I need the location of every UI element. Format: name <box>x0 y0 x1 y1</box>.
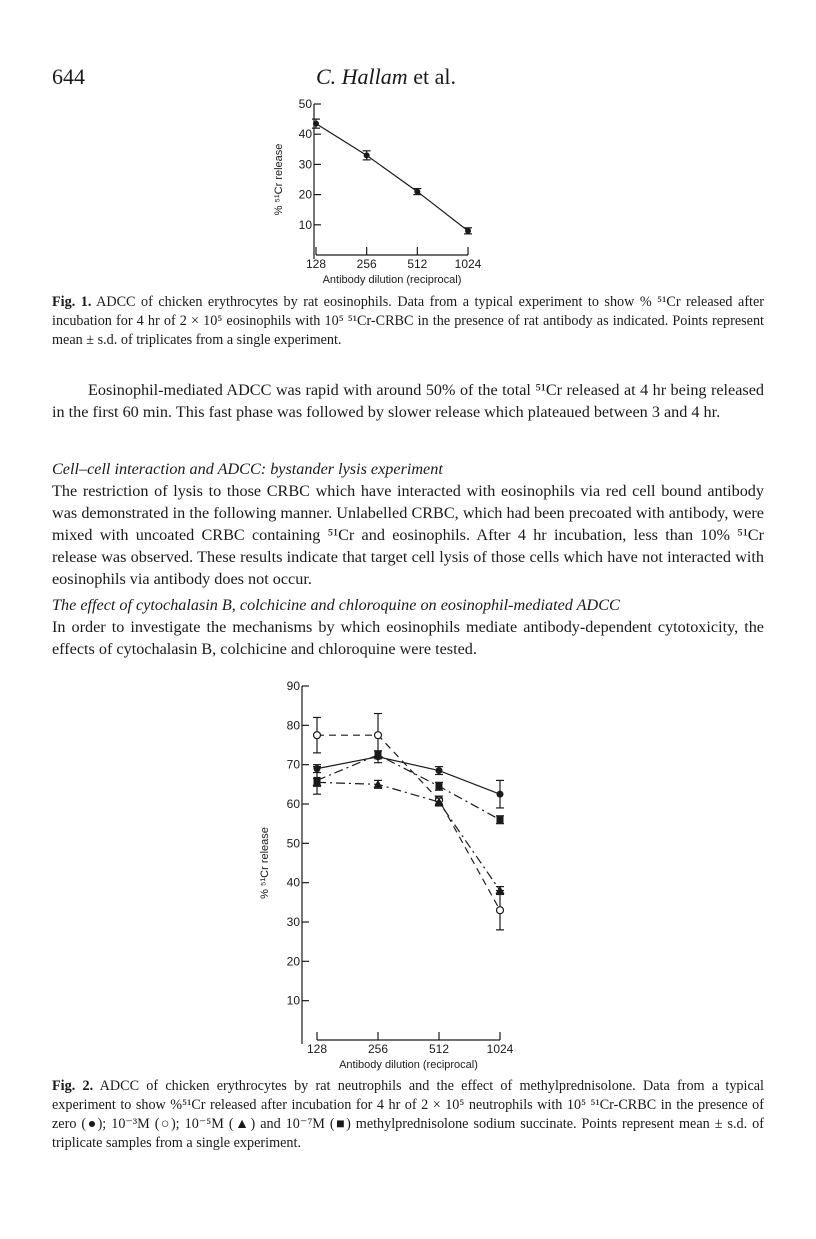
figure-2-caption-text: ADCC of chicken erythrocytes by rat neutrophils and the effect of methylprednisolone. Data from a typical experiment to show %⁵¹Cr released after incubation for 4 hr of 2 × 10⁵ neutrophils with 10⁵ ⁵¹Cr-CRBC in the presence of zero (●); 10⁻³M (○); 10⁻⁵M (▲) and 10⁻⁷M (■) methylprednisolone sodium succinate. Points represent mean ± s.d. of triplicate samples from a single experiment. <box>52 1078 764 1151</box>
series-3-line <box>317 782 500 890</box>
paragraph-eosinophil-adcc <box>52 379 764 423</box>
series-1-point <box>313 121 319 127</box>
figure-1-caption <box>52 293 764 350</box>
paragraph-1-text: Eosinophil-mediated ADCC was rapid with around 50% of the total ⁵¹Cr released at 4 hr being released in the first 60 min. This fast phase was followed by slower release which plateaued between 3 and 4 hr. <box>52 381 764 421</box>
x-tick-label: 128 <box>305 257 327 271</box>
figure-2-chart <box>240 672 530 1078</box>
series-1-line <box>317 757 500 794</box>
x-axis-label: Antibody dilution (reciprocal) <box>339 1059 478 1071</box>
y-tick-label: 50 <box>286 836 300 851</box>
page-number: 644 <box>52 64 85 89</box>
y-tick-label: 70 <box>286 757 300 772</box>
y-tick-label: 40 <box>298 127 312 142</box>
figure-1-svg <box>260 92 520 292</box>
series-1-point <box>497 791 504 798</box>
y-tick-label: 30 <box>286 915 300 929</box>
series-2-line <box>317 735 500 910</box>
author-name: C. Hallam <box>316 64 408 89</box>
figure-1-caption-text: ADCC of chicken erythrocytes by rat eosinophils. Data from a typical experiment to show % ⁵¹Cr released after incubation for 4 hr of 2 × 10⁵ eosinophils with 10⁵ ⁵¹Cr-CRBC in the presence of rat antibody as indicated. Points represent mean ± s.d. of triplicates from a single experiment. <box>52 294 765 348</box>
series-1-point <box>436 767 443 774</box>
x-tick-label: 512 <box>428 1042 450 1056</box>
y-tick-label: 40 <box>286 875 300 890</box>
y-tick-label: 30 <box>298 157 312 172</box>
series-2-point <box>375 732 382 739</box>
x-tick-label: 1024 <box>454 257 482 271</box>
x-tick-label: 256 <box>367 1042 389 1056</box>
y-tick-label: 10 <box>286 993 300 1008</box>
x-tick-label: 1024 <box>486 1042 514 1056</box>
y-tick-label: 90 <box>286 679 300 693</box>
series-1-point <box>414 189 420 195</box>
series-4-point <box>314 777 321 784</box>
y-tick-label: 80 <box>286 718 300 733</box>
series-1-line <box>316 124 468 231</box>
x-tick-label: 512 <box>407 257 428 271</box>
y-axis-label: % ⁵¹Cr release <box>273 143 285 216</box>
section-heading-bystander-lysis: Cell–cell interaction and ADCC: bystander lysis experiment <box>52 460 443 478</box>
x-tick-label: 256 <box>356 257 377 271</box>
section-heading-cytochalasin: The effect of cytochalasin B, colchicine and chloroquine on eosinophil-mediated ADCC <box>52 596 620 614</box>
series-2-point <box>497 907 504 914</box>
figure-1-chart <box>260 92 520 292</box>
y-axis-label: % ⁵¹Cr release <box>259 827 271 899</box>
figure-2-caption-label: Fig. 2. <box>52 1078 94 1094</box>
paragraph-bystander-lysis: The restriction of lysis to those CRBC which have interacted with eosinophils via red cell bound antibody was demonstrated in the following manner. Unlabelled CRBC, which had been precoated with antibody, were mixed with uncoated CRBC containing ⁵¹Cr and eosinophils. After 4 hr incubation, less than 10% ⁵¹Cr release was observed. These results indicate that target cell lysis of those cells which have not interacted with eosinophils via antibody does not occur. <box>52 482 764 588</box>
figure-1-caption-label: Fig. 1. <box>52 294 92 310</box>
y-tick-label: 50 <box>298 97 312 111</box>
series-4-point <box>436 783 443 790</box>
x-tick-label: 128 <box>306 1042 328 1056</box>
running-head <box>316 64 456 90</box>
y-tick-label: 20 <box>286 954 300 969</box>
figure-2-svg <box>240 672 530 1078</box>
y-tick-label: 20 <box>298 187 312 202</box>
series-4-line <box>317 755 500 820</box>
series-4-point <box>497 816 504 823</box>
x-axis-label: Antibody dilution (reciprocal) <box>322 274 462 286</box>
figure-2-caption <box>52 1077 764 1153</box>
series-1-point <box>364 152 370 158</box>
series-1-point <box>465 228 471 234</box>
series-2-point <box>314 732 321 739</box>
author-suffix: et al. <box>407 64 456 89</box>
paragraph-mechanisms: In order to investigate the mechanisms by which eosinophils mediate antibody-dependent cytotoxicity, the effects of cytochalasin B, colchicine and chloroquine were tested. <box>52 618 764 658</box>
y-tick-label: 60 <box>286 797 300 811</box>
series-4-point <box>375 751 382 758</box>
y-tick-label: 10 <box>298 217 312 232</box>
